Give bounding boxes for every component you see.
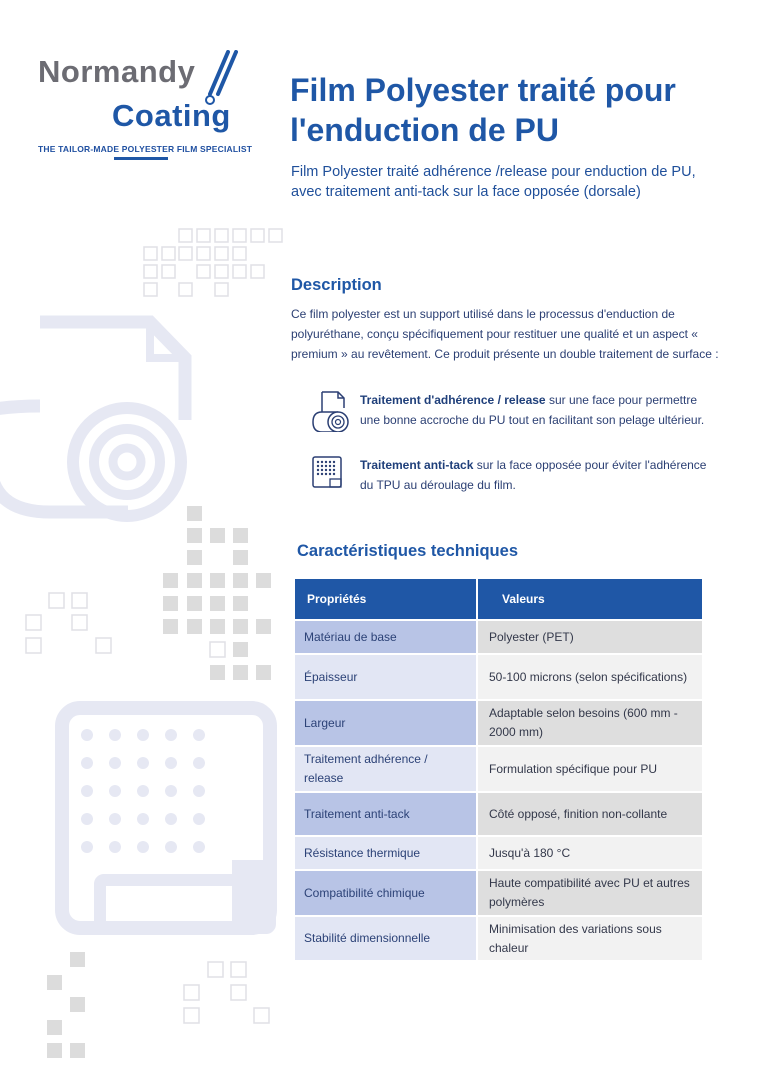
value-cell: Adaptable selon besoins (600 mm - 2000 mm): [477, 700, 702, 746]
value-cell: Polyester (PET): [477, 620, 702, 654]
feature-text: sur une face pour permettre une bonne accroche du PU tout en facilitant son pelage ultérieur.: [360, 393, 705, 427]
value-cell: Minimisation des variations sous chaleur: [477, 916, 702, 960]
value-cell: 50-100 microns (selon spécifications): [477, 654, 702, 700]
logo-underline: [114, 157, 168, 160]
feature-title: Traitement d'adhérence / release: [360, 393, 546, 407]
table-row: [295, 836, 702, 870]
dotted-sheet-icon: [310, 455, 344, 489]
logo-wordmark-coating: Coating: [112, 98, 231, 133]
table-row: [295, 792, 702, 836]
table-row: [295, 746, 702, 792]
feature-title: Traitement anti-tack: [360, 458, 474, 472]
specs-table: [295, 579, 702, 960]
table-row: [295, 654, 702, 700]
property-cell: Compatibilité chimique: [295, 870, 477, 916]
value-cell: Formulation spécifique pour PU: [477, 746, 702, 792]
column-header-values: Valeurs: [477, 579, 702, 620]
feature-text: sur la face opposée pour éviter l'adhérence du TPU au déroulage du film.: [360, 458, 707, 492]
table-header-row: [295, 579, 702, 620]
film-roll-illustration: [0, 322, 185, 516]
value-cell: Haute compatibilité avec PU et autres polymères: [477, 870, 702, 916]
value-cell: Côté opposé, finition non-collante: [477, 792, 702, 836]
logo-wordmark-normandy: Normandy: [38, 54, 196, 89]
grid-squares-bottom: [47, 952, 269, 1058]
grid-squares-top: [144, 229, 282, 296]
column-header-properties: Propriétés: [295, 579, 477, 620]
property-cell: Largeur: [295, 700, 477, 746]
property-cell: Traitement adhérence / release: [295, 746, 477, 792]
property-cell: Traitement anti-tack: [295, 792, 477, 836]
table-row: [295, 916, 702, 960]
specs-heading: Caractéristiques techniques: [297, 542, 518, 560]
property-cell: Résistance thermique: [295, 836, 477, 870]
table-row: [295, 870, 702, 916]
grid-squares-middle: [26, 506, 271, 680]
page-subtitle: Film Polyester traité adhérence /release pour enduction de PU, avec traitement anti-tack sur la face opposée (dorsale): [291, 164, 696, 200]
value-cell: Jusqu'à 180 °C: [477, 836, 702, 870]
description-body: Ce film polyester est un support utilisé dans le processus d'enduction de polyuréthane, conçu spécifiquement pour restituer une qualité et un aspect « premium » au revêtement. Ce produit présente un double traitement de surface :: [291, 307, 719, 361]
property-cell: Stabilité dimensionnelle: [295, 916, 477, 960]
property-cell: Matériau de base: [295, 620, 477, 654]
logo-tagline: THE TAILOR-MADE POLYESTER FILM SPECIALIST: [38, 144, 253, 154]
background-decoration: [0, 0, 290, 1085]
table-row: [295, 700, 702, 746]
page-title: Film Polyester traité pour l'enduction de PU: [290, 72, 676, 148]
description-heading: Description: [291, 276, 382, 294]
property-cell: Épaisseur: [295, 654, 477, 700]
table-row: [295, 620, 702, 654]
film-roll-icon: [310, 390, 350, 432]
dotted-sheet-illustration: [62, 708, 270, 928]
